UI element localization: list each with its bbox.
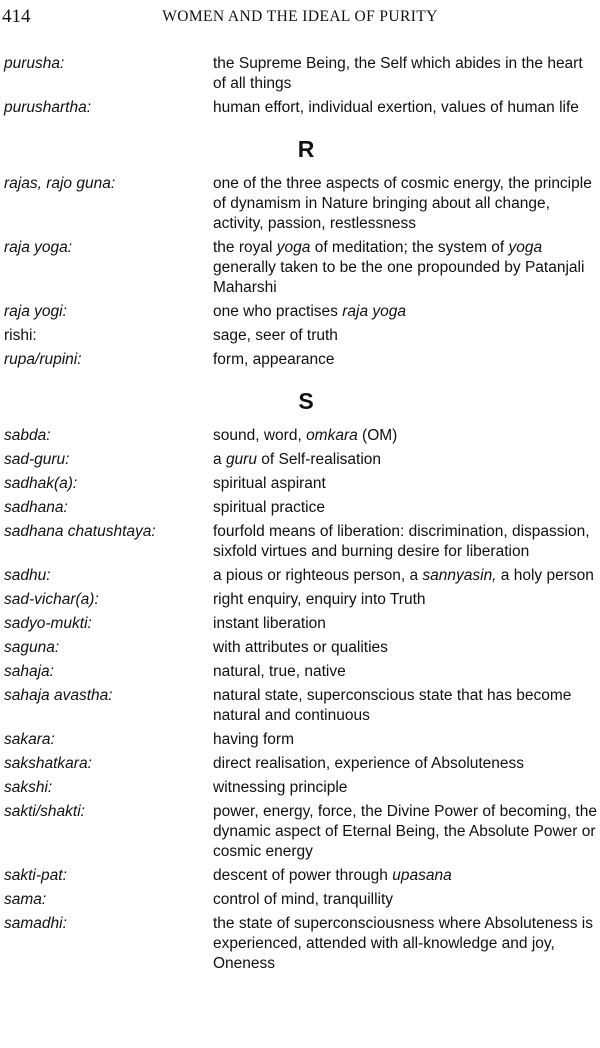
definition-text: of meditation; the system of (310, 239, 509, 256)
definition-text: generally taken to be the one propounded by Patanjali Maharshi (213, 259, 585, 296)
definition-italic-text: guru (225, 451, 257, 468)
glossary-term: sakara: (4, 731, 55, 748)
glossary-term: sadhu: (4, 567, 51, 584)
glossary-definition (213, 638, 597, 658)
definition-text: power, energy, force, the Divine Power of becoming, the dynamic aspect of Eternal Being, the Absolute Power or cosmic energy (213, 803, 597, 860)
glossary-entry (0, 730, 600, 750)
glossary-entry (0, 914, 600, 974)
glossary-definition (213, 890, 597, 910)
glossary-entry (0, 350, 600, 370)
glossary-definition (213, 498, 597, 518)
glossary-entry (0, 426, 600, 446)
glossary-entry (0, 450, 600, 470)
glossary-entry (0, 686, 600, 726)
glossary-definition (213, 914, 597, 974)
glossary-term: sahaja avastha: (4, 687, 113, 704)
definition-text: the royal (213, 239, 277, 256)
glossary-definition (213, 302, 597, 322)
glossary-definition (213, 778, 597, 798)
glossary-entry (0, 54, 600, 94)
section-letter: R (297, 136, 315, 162)
glossary-definition (213, 174, 597, 234)
glossary-term: sadyo-mukti: (4, 615, 92, 632)
definition-text: sage, seer of truth (213, 327, 338, 344)
definition-text: control of mind, tranquillity (213, 891, 394, 908)
glossary-definition (213, 522, 597, 562)
definition-text: the Supreme Being, the Self which abides in the heart of all things (213, 55, 583, 92)
glossary-entry (0, 754, 600, 774)
running-title: WOMEN AND THE IDEAL OF PURITY (162, 8, 438, 25)
definition-text: the state of superconsciousness where Absoluteness is experienced, attended with all-knowledge and joy, Oneness (213, 915, 593, 972)
definition-text: sound, word, (213, 427, 307, 444)
definition-italic-text: yoga (508, 239, 543, 256)
glossary-entry (0, 802, 600, 862)
glossary-term: rishi: (4, 327, 37, 344)
definition-text: natural state, superconscious state that has become natural and continuous (213, 687, 572, 724)
definition-text: instant liberation (213, 615, 326, 632)
glossary-entry (0, 566, 600, 586)
definition-text: a pious or righteous person, a (213, 567, 423, 584)
glossary-definition (213, 662, 597, 682)
glossary-definition (213, 754, 597, 774)
definition-text: of Self-realisation (256, 451, 382, 468)
glossary-entry (0, 302, 600, 322)
glossary (0, 54, 600, 978)
section-letter: S (298, 388, 314, 414)
glossary-definition (213, 450, 597, 470)
definition-text: a (213, 451, 226, 468)
glossary-term: sadhak(a): (4, 475, 78, 492)
glossary-definition (213, 98, 597, 118)
glossary-term: raja yoga: (4, 239, 73, 256)
glossary-entry (0, 778, 600, 798)
definition-text: with attributes or qualities (213, 639, 388, 656)
glossary-definition (213, 238, 597, 298)
glossary-term: rajas, rajo guna: (4, 175, 116, 192)
definition-text: descent of power through (213, 867, 393, 884)
glossary-entry (0, 614, 600, 634)
glossary-term: sad-vichar(a): (4, 591, 99, 608)
definition-text: natural, true, native (213, 663, 346, 680)
glossary-definition (213, 686, 597, 726)
glossary-term: sahaja: (4, 663, 54, 680)
definition-text: right enquiry, enquiry into Truth (213, 591, 426, 608)
definition-italic-text: omkara (306, 427, 358, 444)
definition-text: witnessing principle (213, 779, 348, 796)
glossary-definition (213, 802, 597, 862)
glossary-entry (0, 522, 600, 562)
glossary-definition (213, 474, 597, 494)
glossary-entry (0, 498, 600, 518)
glossary-definition (213, 866, 597, 886)
glossary-term: sad-guru: (4, 451, 70, 468)
glossary-entry (0, 474, 600, 494)
glossary-definition (213, 350, 597, 370)
definition-italic-text: sannyasin, (422, 567, 497, 584)
definition-text: one of the three aspects of cosmic energy, the principle of dynamism in Nature bringing about all change, activity, passion, restlessness (213, 175, 592, 232)
glossary-entry (0, 326, 600, 346)
glossary-definition (213, 426, 597, 446)
definition-text: direct realisation, experience of Absoluteness (213, 755, 525, 772)
glossary-term: sakti-pat: (4, 867, 67, 884)
glossary-term: sabda: (4, 427, 51, 444)
glossary-entry (0, 662, 600, 682)
definition-text: spiritual practice (213, 499, 325, 516)
glossary-definition (213, 590, 597, 610)
definition-text: human effort, individual exertion, values of human life (213, 99, 579, 116)
glossary-definition (213, 326, 597, 346)
glossary-entry (0, 890, 600, 910)
glossary-definition (213, 614, 597, 634)
glossary-term: sakshatkara: (4, 755, 92, 772)
page-number: 414 (2, 6, 31, 27)
glossary-term: sakti/shakti: (4, 803, 85, 820)
definition-text: (OM) (357, 427, 398, 444)
glossary-term: saguna: (4, 639, 60, 656)
glossary-term: sadhana: (4, 499, 68, 516)
glossary-entry (0, 98, 600, 118)
glossary-term: purusha: (4, 55, 65, 72)
definition-text: having form (213, 731, 294, 748)
glossary-entry (0, 238, 600, 298)
glossary-term: samadhi: (4, 915, 67, 932)
definition-italic-text: upasana (392, 867, 452, 884)
glossary-entry (0, 590, 600, 610)
glossary-entry (0, 638, 600, 658)
definition-text: spiritual aspirant (213, 475, 326, 492)
definition-italic-text: raja yoga (342, 303, 407, 320)
glossary-term: rupa/rupini: (4, 351, 82, 368)
glossary-term: purushartha: (4, 99, 92, 116)
glossary-entry (0, 174, 600, 234)
glossary-term: sadhana chatushtaya: (4, 523, 156, 540)
glossary-term: sakshi: (4, 779, 53, 796)
glossary-entry (0, 866, 600, 886)
definition-text: one who practises (213, 303, 343, 320)
glossary-term: sama: (4, 891, 47, 908)
glossary-term: raja yogi: (4, 303, 67, 320)
definition-text: form, appearance (213, 351, 335, 368)
definition-text: a holy person (496, 567, 594, 584)
glossary-definition (213, 730, 597, 750)
running-header (0, 0, 600, 34)
glossary-definition (213, 566, 597, 586)
definition-italic-text: yoga (276, 239, 311, 256)
glossary-definition (213, 54, 597, 94)
definition-text: fourfold means of liberation: discrimination, dispassion, sixfold virtues and burning desire for liberation (213, 523, 590, 560)
